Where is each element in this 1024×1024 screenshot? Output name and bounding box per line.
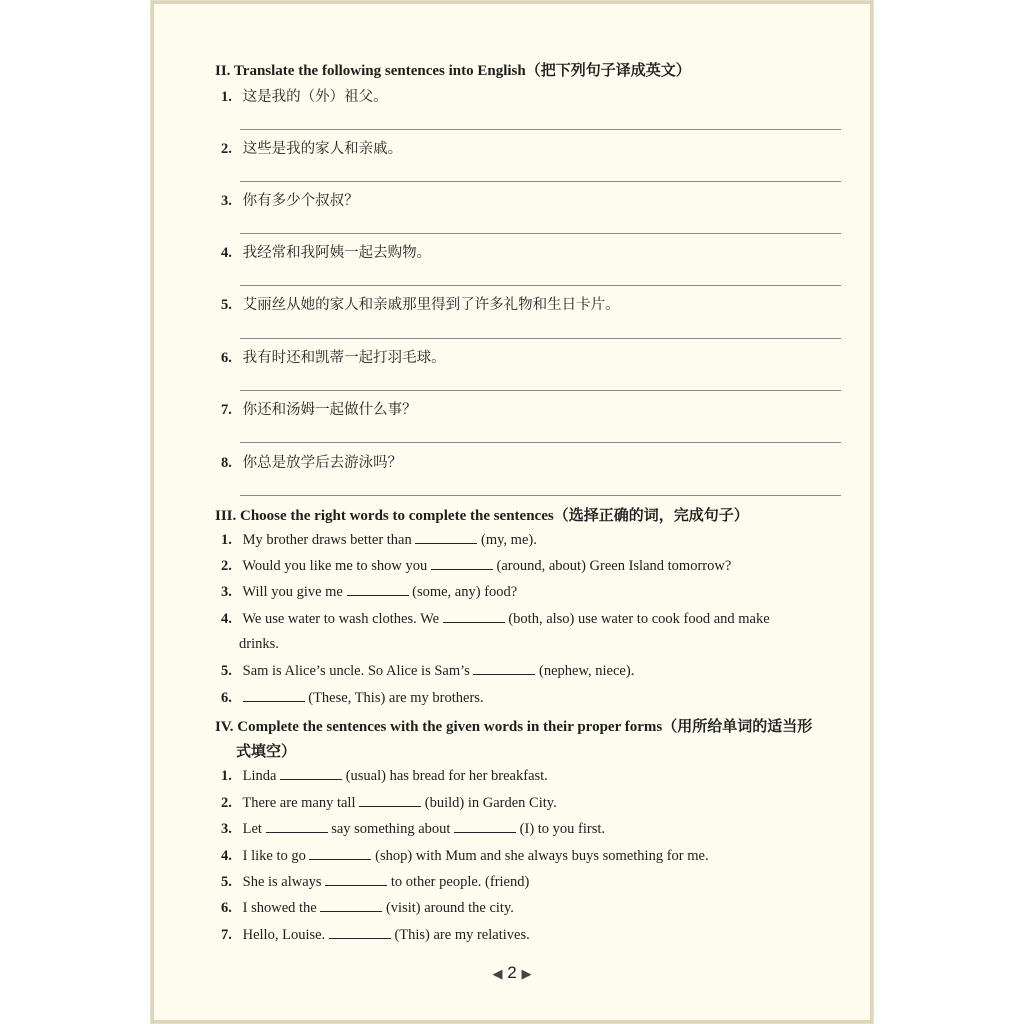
translate-item-5: 5. 艾丽丝从她的家人和亲戚那里得到了许多礼物和生日卡片。 (221, 297, 620, 313)
section-2-heading: II. Translate the following sentences into English（把下列句子译成英文） (215, 63, 691, 79)
answer-line-1[interactable] (240, 129, 841, 130)
choose-item-2: 2. Would you like me to show you (around, about) Green Island tomorrow? (221, 558, 732, 574)
translate-item-2: 2. 这些是我的家人和亲戚。 (221, 141, 403, 157)
translate-item-4: 4. 我经常和我阿姨一起去购物。 (221, 245, 432, 261)
choose-item-3: 3. Will you give me (some, any) food? (221, 584, 518, 600)
blank[interactable] (280, 767, 342, 780)
page-number: 2 (507, 963, 517, 982)
complete-item-1: 1. Linda (usual) has bread for her breakfast. (221, 768, 548, 784)
translate-item-1: 1. 这是我的（外）祖父。 (221, 89, 388, 105)
blank[interactable] (431, 557, 493, 570)
blank[interactable] (320, 899, 382, 912)
blank[interactable] (415, 531, 477, 544)
blank[interactable] (359, 794, 421, 807)
choose-item-4: 4. We use water to wash clothes. We (both, also) use water to cook food and make (221, 611, 770, 627)
section-4-heading: IV. Complete the sentences with the given words in their proper forms（用所给单词的适当形 (215, 719, 813, 735)
worksheet-page (150, 0, 874, 1024)
answer-line-4[interactable] (240, 285, 841, 286)
translate-item-8: 8. 你总是放学后去游泳吗？ (221, 455, 403, 471)
complete-item-6: 6. I showed the (visit) around the city. (221, 900, 514, 916)
answer-line-2[interactable] (240, 181, 841, 182)
choose-item-4-continued: drinks. (239, 636, 279, 652)
choose-item-5: 5. Sam is Alice’s uncle. So Alice is Sam’s (nephew, niece). (221, 663, 635, 679)
choose-item-6: 6. (These, This) are my brothers. (221, 690, 484, 706)
blank[interactable] (473, 662, 535, 675)
choose-item-1: 1. My brother draws better than (my, me). (221, 532, 537, 548)
translate-item-3: 3. 你有多少个叔叔？ (221, 193, 359, 209)
blank[interactable] (243, 689, 305, 702)
section-3-heading: III. Choose the right words to complete the sentences（选择正确的词，完成句子） (215, 508, 749, 524)
complete-item-5: 5. She is always to other people. (friend) (221, 874, 530, 890)
blank[interactable] (309, 847, 371, 860)
blank[interactable] (325, 873, 387, 886)
answer-line-7[interactable] (240, 442, 841, 443)
blank[interactable] (443, 610, 505, 623)
answer-line-3[interactable] (240, 233, 841, 234)
complete-item-7: 7. Hello, Louise. (This) are my relatives. (221, 927, 530, 943)
answer-line-5[interactable] (240, 338, 841, 339)
translate-item-7: 7. 你还和汤姆一起做什么事？ (221, 402, 417, 418)
complete-item-3: 3. Let say something about (I) to you first. (221, 821, 606, 837)
blank[interactable] (266, 820, 328, 833)
complete-item-2: 2. There are many tall (build) in Garden City. (221, 795, 557, 811)
right-arrow-icon: ▶ (521, 966, 532, 981)
blank[interactable] (454, 820, 516, 833)
blank[interactable] (347, 583, 409, 596)
answer-line-6[interactable] (240, 390, 841, 391)
page-footer (151, 963, 873, 983)
left-arrow-icon: ◀ (492, 966, 503, 981)
section-4-heading-continued: 式填空） (236, 744, 297, 760)
translate-item-6: 6. 我有时还和凯蒂一起打羽毛球。 (221, 350, 446, 366)
blank[interactable] (329, 926, 391, 939)
answer-line-8[interactable] (240, 495, 841, 496)
complete-item-4: 4. I like to go (shop) with Mum and she always buys something for me. (221, 848, 709, 864)
